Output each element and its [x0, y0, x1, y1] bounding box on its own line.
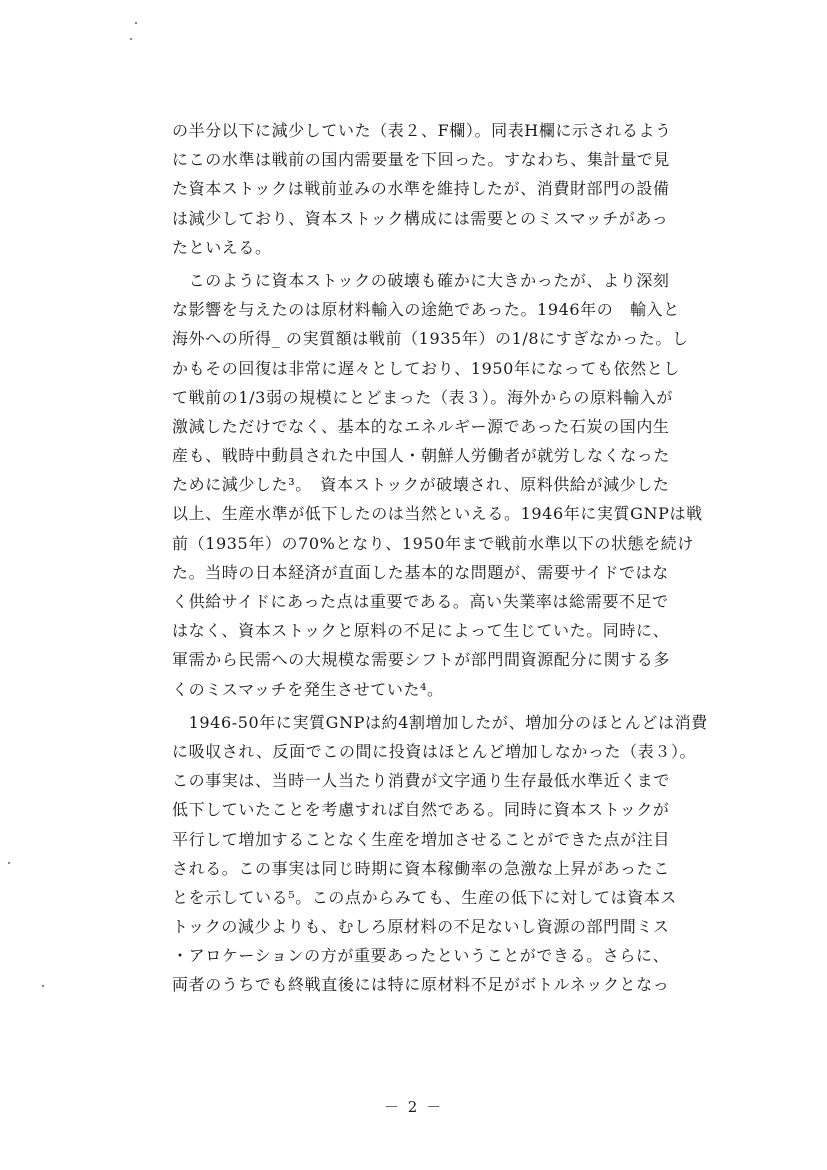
text-line: 以上、生産水準が低下したのは当然といえる。1946年に実質GNPは戦: [172, 504, 703, 524]
text-line: このように資本ストックの破壊も確かに大きかったが、より深刻: [172, 270, 670, 290]
scan-speck: [130, 38, 132, 40]
text-line: にこの水準は戦前の国内需要量を下回った。すなわち、集計量で見: [172, 150, 671, 170]
scan-speck: [135, 22, 137, 24]
text-line: 産も、戦時中動員された中国人・朝鮮人労働者が就労しなくなった: [172, 446, 671, 466]
text-line: 両者のうちでも終戦直後には特に原材料不足がボトルネックとなっ: [172, 975, 670, 995]
text-line: たといえる。: [172, 237, 272, 257]
text-line: 平行して増加することなく生産を増加させることができた点が注目: [172, 829, 671, 849]
text-line: はなく、資本ストックと原料の不足によって生じていた。同時に、: [172, 621, 670, 641]
scan-speck: [42, 985, 44, 987]
text-line: かもその回復は非常に遅々としており、1950年になっても依然とし: [172, 358, 680, 378]
text-line: 海外への所得_ の実質額は戦前（1935年）の1/8にすぎなかった。し: [172, 329, 689, 349]
text-line: とを示している⁵。この点からみても、生産の低下に対しては資本ス: [172, 887, 678, 907]
text-line: 激減しただけでなく、基本的なエネルギー源であった石炭の国内生: [172, 416, 670, 436]
text-line: に吸収され、反面でこの間に投資はほとんど増加しなかった（表３）。: [172, 741, 697, 761]
text-line: 前（1935年）の70%となり、1950年まで戦前水準以下の状態を続け: [172, 533, 695, 553]
text-line: 低下していたことを考慮すれば自然である。同時に資本ストックが: [172, 800, 670, 820]
scan-speck: [8, 862, 10, 864]
text-line: て戦前の1/3弱の規模にとどまった（表３）。海外からの原料輸入が: [172, 387, 673, 407]
paragraph-2: [172, 266, 703, 704]
text-line: ために減少した³。 資本ストックが破壊され、原料供給が減少した: [172, 475, 670, 495]
page-number: － 2 －: [383, 1098, 444, 1116]
text-line: される。この事実は同じ時期に資本稼働率の急激な上昇があったこ: [172, 858, 670, 878]
text-line: の半分以下に減少していた（表２、F欄）。同表H欄に示されるよう: [172, 121, 672, 140]
text-line: な影響を与えたのは原材料輸入の途絶であった。1946年の 輸入と: [172, 300, 680, 320]
text-line: トックの減少よりも、むしろ原材料の不足ないし資源の部門間ミス: [172, 917, 670, 937]
text-line: くのミスマッチを発生させていた⁴。: [172, 679, 444, 699]
text-line: ・アロケーションの方が重要あったということができる。さらに、: [172, 946, 670, 966]
text-line: は減少しており、資本ストック構成には需要とのミスマッチがあっ: [172, 208, 669, 228]
paragraph-1: [172, 116, 672, 262]
text-line: 1946-50年に実質GNPは約4割増加したが、増加分のほとんどは消費: [172, 712, 708, 732]
text-line: この事実は、当時一人当たり消費が文字通り生存最低水準近くまで: [172, 771, 671, 791]
text-line: 軍需から民需への大規模な需要シフトが部門間資源配分に関する多: [172, 650, 671, 670]
text-line: た。当時の日本経済が直面した基本的な問題が、需要サイドではな: [172, 562, 669, 582]
paragraph-3: [172, 708, 708, 1000]
body-text: [172, 116, 708, 1000]
text-line: く供給サイドにあった点は重要である。高い失業率は総需要不足で: [172, 592, 669, 611]
text-line: た資本ストックは戦前並みの水準を維持したが、消費財部門の設備: [172, 179, 670, 199]
